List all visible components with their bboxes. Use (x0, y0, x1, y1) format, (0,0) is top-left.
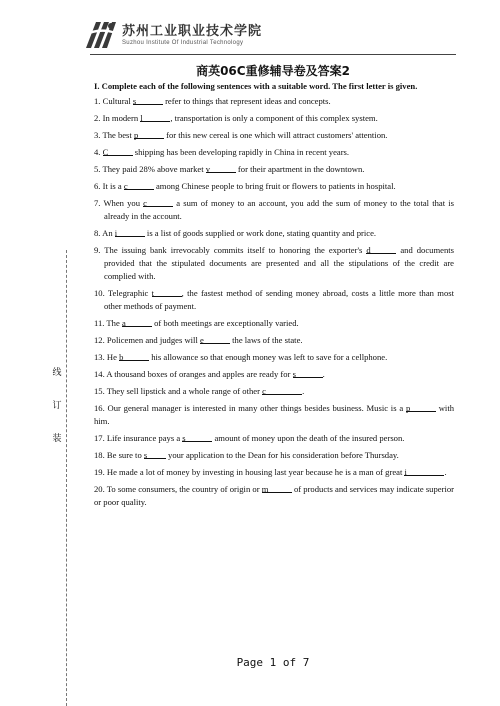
page-number: Page 1 of 7 (236, 656, 310, 669)
question-text: with him. (94, 403, 454, 426)
first-letter: c (143, 197, 173, 207)
question-text: his allowance so that enough money was left to save for a cellphone. (149, 352, 388, 362)
first-letter: C (103, 146, 133, 156)
binding-char: 订 (52, 400, 62, 410)
first-letter: e (200, 334, 230, 344)
question-text: 7. When you (94, 198, 144, 208)
question-text: 9. The issuing bank irrevocably commits itself to honoring the exporter's (94, 245, 367, 255)
question-item (94, 163, 454, 176)
question-text: refer to things that represent ideas and concepts. (162, 96, 331, 106)
answer-blank (124, 181, 154, 191)
answer-blank (206, 164, 236, 174)
question-text: is a list of goods supplied or work done, stating quantity and price. (144, 228, 377, 238)
section-heading: I. Complete each of the following sentences with a suitable word. The first letter is given. (94, 81, 418, 91)
answer-blank (366, 245, 396, 255)
first-letter: p (134, 129, 164, 139)
first-letter: s (133, 95, 163, 105)
school-name-cn: 苏州工业职业技术学院 (122, 23, 263, 39)
question-item (94, 432, 454, 445)
question-item (94, 317, 454, 330)
question-text: 11. The (94, 318, 122, 328)
binding-char: 装 (52, 433, 62, 443)
binding-labels (50, 368, 64, 467)
question-text: 14. A thousand boxes of oranges and apples are ready for (94, 369, 293, 379)
question-text: . (444, 467, 447, 477)
question-text: for their apartment in the downtown. (235, 164, 365, 174)
first-letter: i (404, 466, 444, 476)
question-text: of products and services may indicate superior or poor quality. (94, 484, 454, 507)
first-letter: v (206, 163, 236, 173)
answer-blank (293, 369, 323, 379)
question-text: 15. They sell lipstick and a whole range of other (94, 386, 263, 396)
answer-blank (262, 386, 305, 396)
first-letter: d (366, 244, 396, 254)
answer-blank (133, 96, 163, 106)
question-item (94, 112, 454, 125)
question-text: shipping has been developing rapidly in China in recent years. (132, 147, 350, 157)
first-letter: l (140, 112, 170, 122)
question-text: , the fastest method of sending money abroad, costs a little more than most other methods of payment. (104, 288, 454, 311)
answer-blank (200, 335, 230, 345)
question-text: 1. Cultural (94, 96, 133, 106)
question-text: 3. The best (94, 130, 134, 140)
first-letter: s (293, 368, 323, 378)
question-text: 13. He (94, 352, 120, 362)
first-letter: s (144, 449, 166, 459)
question-text: . (322, 369, 325, 379)
question-text: 17. Life insurance pays a (94, 433, 183, 443)
question-item (94, 197, 454, 223)
question-item (94, 146, 454, 159)
first-letter: c (124, 180, 154, 190)
question-item (94, 129, 454, 142)
question-text: among Chinese people to bring fruit or flowers to patients in hospital. (153, 181, 396, 191)
header-divider (90, 54, 456, 55)
answer-blank (262, 484, 292, 494)
answer-blank (152, 288, 182, 298)
question-item (94, 334, 454, 347)
question-text: and documents provided that the stipulated documents are presented and all the stipulations of the credit are complied with. (104, 245, 454, 281)
school-name-en: Suzhou Institute Of Industrial Technology (122, 39, 244, 46)
question-text: of both meetings are exceptionally varied. (151, 318, 299, 328)
question-list (94, 95, 454, 509)
answer-blank (144, 450, 166, 460)
question-text: 12. Policemen and judges will (94, 335, 200, 345)
first-letter: c (262, 385, 302, 395)
question-text: your application to the Dean for his consideration before Thursday. (165, 450, 399, 460)
question-item (94, 466, 454, 479)
question-text: 4. (94, 147, 103, 157)
answer-blank (406, 403, 436, 413)
question-item (94, 244, 454, 283)
first-letter: p (406, 402, 436, 412)
question-item (94, 368, 454, 381)
page-title: 商英06C重修辅导卷及答案2 (196, 64, 350, 78)
question-text: a sum of money to an account, you add the sum of money to the total that is already in the account. (104, 198, 454, 221)
question-text: , transportation is only a component of this complex system. (170, 113, 378, 123)
answer-blank (140, 113, 170, 123)
question-text: amount of money upon the death of the insured person. (212, 433, 405, 443)
first-letter: m (262, 483, 292, 493)
first-letter: a (122, 317, 152, 327)
answer-blank (115, 228, 145, 238)
first-letter: t (152, 287, 182, 297)
answer-blank (134, 130, 164, 140)
answer-blank (182, 433, 212, 443)
question-text: 20. To some consumers, the country of origin or (94, 484, 262, 494)
question-item (94, 483, 454, 509)
answer-blank (143, 198, 173, 208)
logo-text (122, 24, 262, 47)
first-letter: i (115, 227, 145, 237)
question-text: the laws of the state. (229, 335, 303, 345)
question-item (94, 95, 454, 108)
question-text: 2. In modern (94, 113, 141, 123)
first-letter: s (182, 432, 212, 442)
answer-blank (122, 318, 152, 328)
question-text: 18. Be sure to (94, 450, 144, 460)
answer-blank (404, 467, 447, 477)
school-logo (82, 18, 262, 52)
binding-cut-line (66, 250, 67, 706)
question-text: for this new cereal is one which will attract customers' attention. (163, 130, 388, 140)
question-text: . (302, 386, 305, 396)
question-text: 8. An (94, 228, 115, 238)
question-item (94, 449, 454, 462)
question-text: 5. They paid 28% above market (94, 164, 206, 174)
binding-char: 线 (52, 367, 62, 377)
question-text: 6. It is a (94, 181, 124, 191)
question-item (94, 351, 454, 364)
exam-content (94, 80, 454, 513)
question-item (94, 287, 454, 313)
question-text: 16. Our general manager is interested in many other things besides business. Music is a (94, 403, 406, 413)
first-letter: b (119, 351, 149, 361)
answer-blank (119, 352, 149, 362)
school-emblem-icon (82, 18, 118, 52)
question-text: 19. He made a lot of money by investing in housing last year because he is a man of great (94, 467, 405, 477)
question-item (94, 227, 454, 240)
question-text: 10. Telegraphic (94, 288, 152, 298)
question-item (94, 402, 454, 428)
question-item (94, 385, 454, 398)
question-item (94, 180, 454, 193)
answer-blank (103, 147, 133, 157)
